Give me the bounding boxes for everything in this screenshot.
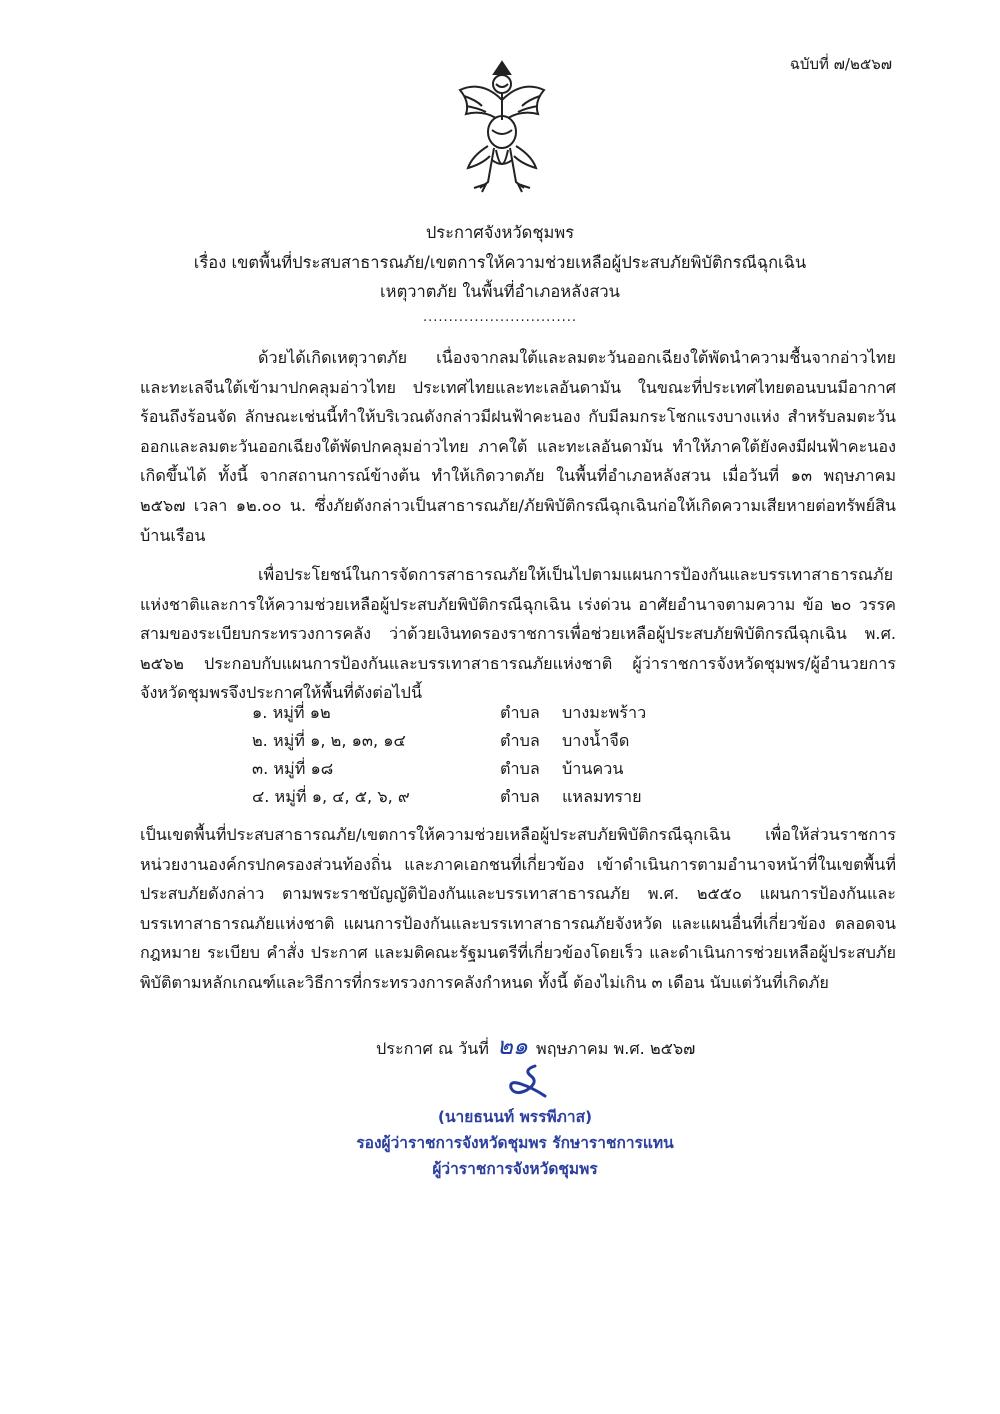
signer-title: รองผู้ว่าราชการจังหวัดชุมพร รักษาราชการแทน bbox=[356, 1134, 674, 1152]
announcement-issuer: ประกาศจังหวัดชุมพร bbox=[425, 223, 575, 242]
title-separator: .............................. bbox=[423, 310, 577, 325]
paragraph-cause-text: ด้วยได้เกิดเหตุวาตภัย เนื่องจากลมใต้และลมตะวันออกเฉียงใต้พัดนำความชื้นจากอ่าวไทยและทะเลจีนใต้เข้ามาปกคลุมอ่าวไทย ประเทศไทยและทะเลอันดามัน ในขณะที่ประเทศไทยตอนบนมีอากาศร้อนถึงร้อนจัด ลักษณะเช่นนี้ทำให้บริเวณดังกล่าวมีฝนฟ้าคะนอง กับมีลมกระโชกแรงบางแห่ง สำหรับลมตะวันออกและลมตะวันออกเฉียงใต้พัดปกคลุมอ่าวไทย ภาคใต้ และทะเลอันดามัน ทำให้ภาคใต้ยังคงมีฝนฟ้าคะนองเกิดขึ้นได้ ทั้งนี้ จากสถานการณ์ข้างต้น ทำให้เกิดวาตภัย ในพื้นที่อำเภอหลังสวน เมื่อวันที่ ๑๓ พฤษภาคม ๒๕๖๗ เวลา ๑๒.๐๐ น. ซึ่งภัยดังกล่าวเป็นสาธารณภัย/ภัยพิบัติกรณีฉุกเฉินก่อให้เกิดความเสียหายต่อทรัพย์สิน บ้านเรือน bbox=[140, 348, 897, 545]
area-subdistrict: แหลมทราย bbox=[562, 787, 642, 806]
area-item bbox=[252, 756, 852, 784]
announcement-subject: เรื่อง เขตพื้นที่ประสบสาธารณภัย/เขตการให้ความช่วยเหลือผู้ประสบภัยพิบัติกรณีฉุกเฉิน bbox=[193, 253, 807, 272]
announcement-subject-cont: เหตุวาตภัย ในพื้นที่อำเภอหลังสวน bbox=[380, 282, 620, 301]
area-village: ๑. หมู่ที่ ๑๒ bbox=[252, 703, 331, 722]
area-item bbox=[252, 728, 852, 756]
signer-title-cont: ผู้ว่าราชการจังหวัดชุมพร bbox=[432, 1160, 598, 1178]
signer-name: (นายธนนท์ พรรพีภาส) bbox=[437, 1108, 593, 1126]
issue-date-prefix: ประกาศ ณ วันที่ bbox=[376, 1039, 489, 1058]
garuda-emblem-icon bbox=[452, 60, 552, 200]
area-item bbox=[252, 784, 852, 812]
area-subdistrict: บางน้ำจืด bbox=[562, 731, 630, 750]
paragraph-cause bbox=[140, 343, 896, 550]
paragraph-declaration bbox=[140, 820, 896, 998]
area-village: ๓. หมู่ที่ ๑๘ bbox=[252, 759, 334, 778]
issue-date bbox=[376, 1026, 695, 1065]
area-village: ๔. หมู่ที่ ๑, ๔, ๕, ๖, ๙ bbox=[252, 787, 410, 806]
paragraph-declaration-text: เป็นเขตพื้นที่ประสบสาธารณภัย/เขตการให้ความช่วยเหลือผู้ประสบภัยพิบัติกรณีฉุกเฉิน เพื่อให้ส่วนราชการ หน่วยงานองค์กรปกครองส่วนท้องถิ่น และภาคเอกชนที่เกี่ยวข้อง เข้าดำเนินการตามอำนาจหน้าที่ในเขตพื้นที่ประสบภัยดังกล่าว ตามพระราชบัญญัติป้องกันและบรรเทาสาธารณภัย พ.ศ. ๒๕๕๐ แผนการป้องกันและบรรเทาสาธารณภัยแห่งชาติ แผนการป้องกันและบรรเทาสาธารณภัยจังหวัด และแผนอื่นที่เกี่ยวข้อง ตลอดจนกฎหมาย ระเบียบ คำสั่ง ประกาศ และมติคณะรัฐมนตรีที่เกี่ยวข้องโดยเร็ว และดำเนินการช่วยเหลือผู้ประสบภัยพิบัติตามหลักเกณฑ์และวิธีการที่กระทรวงการคลังกำหนด ทั้งนี้ ต้องไม่เกิน ๓ เดือน นับแต่วันที่เกิดภัย bbox=[140, 825, 896, 992]
area-subdistrict-label: ตำบล bbox=[500, 787, 540, 806]
issue-date-suffix: พฤษภาคม พ.ศ. ๒๕๖๗ bbox=[536, 1039, 696, 1058]
area-subdistrict-label: ตำบล bbox=[500, 731, 540, 750]
paragraph-authority-text: เพื่อประโยชน์ในการจัดการสาธารณภัยให้เป็นไปตามแผนการป้องกันและบรรเทาสาธารณภัยแห่งชาติและการให้ความช่วยเหลือผู้ประสบภัยพิบัติกรณีฉุกเฉิน เร่งด่วน อาศัยอำนาจตามความ ข้อ ๒๐ วรรคสามของระเบียบกระทรวงการคลัง ว่าด้วยเงินทดรองราชการเพื่อช่วยเหลือผู้ประสบภัยพิบัติกรณีฉุกเฉิน พ.ศ. ๒๕๖๒ ประกอบกับแผนการป้องกันและบรรเทาสาธารณภัยแห่งชาติ ผู้ว่าราชการจังหวัดชุมพร/ผู้อำนวยการจังหวัดชุมพรจึงประกาศให้พื้นที่ดังต่อไปนี้ bbox=[140, 565, 896, 703]
area-subdistrict-label: ตำบล bbox=[500, 759, 540, 778]
area-item bbox=[252, 700, 852, 728]
area-subdistrict-label: ตำบล bbox=[500, 703, 540, 722]
paragraph-authority bbox=[140, 560, 896, 708]
area-subdistrict: บางมะพร้าว bbox=[562, 703, 647, 722]
area-village: ๒. หมู่ที่ ๑, ๒, ๑๓, ๑๔ bbox=[252, 731, 406, 750]
signature-icon bbox=[505, 1062, 555, 1100]
document-number: ฉบับที่ ๗/๒๕๖๗ bbox=[789, 55, 892, 73]
area-subdistrict: บ้านควน bbox=[562, 759, 624, 778]
issue-day-handwritten: ๒๑ bbox=[496, 1032, 529, 1060]
